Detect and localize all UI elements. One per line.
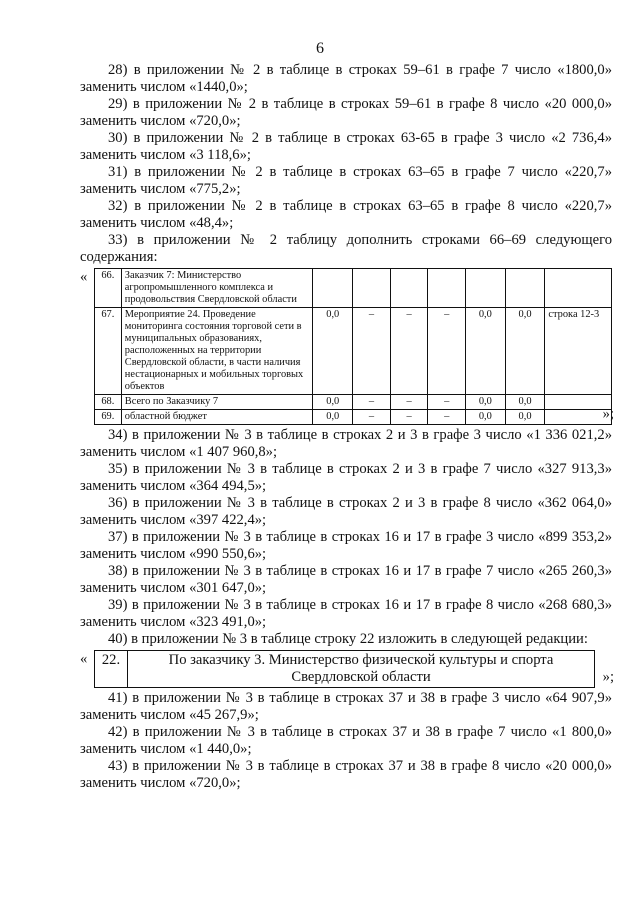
- cell: 0,0: [313, 395, 353, 410]
- paragraph-28: 28) в приложении № 2 в таблице в строках 59–61 в графе 7 число «1800,0» заменить числом «1440,0»;: [80, 62, 612, 95]
- cell: –: [390, 410, 428, 425]
- row-number: 68.: [94, 395, 121, 410]
- cell: 0,0: [313, 410, 353, 425]
- cell: 0,0: [505, 410, 545, 425]
- cell: 0,0: [465, 410, 505, 425]
- cell: [313, 269, 353, 308]
- table-row: [80, 651, 595, 688]
- cell: –: [353, 395, 391, 410]
- cell: –: [390, 308, 428, 395]
- row-number: 22.: [95, 651, 128, 688]
- cell: [545, 410, 612, 425]
- paragraph-31: 31) в приложении № 2 в таблице в строках 63–65 в графе 7 число «220,7» заменить числом «775,2»;: [80, 164, 612, 197]
- table-row: [80, 410, 612, 425]
- paragraph-41: 41) в приложении № 3 в таблице в строках 37 и 38 в графе 3 число «64 907,9» заменить числом «45 267,9»;: [80, 690, 612, 723]
- cell: 0,0: [505, 395, 545, 410]
- cell: –: [353, 410, 391, 425]
- row-description: Всего по Заказчику 7: [121, 395, 313, 410]
- cell: [505, 269, 545, 308]
- table-row: [80, 269, 612, 308]
- cell: [428, 269, 466, 308]
- table-row: [80, 395, 612, 410]
- paragraph-40: 40) в приложении № 3 в таблице строку 22 изложить в следующей редакции:: [108, 631, 588, 647]
- cell: –: [428, 410, 466, 425]
- row-number: 69.: [94, 410, 121, 425]
- paragraph-29: 29) в приложении № 2 в таблице в строках 59–61 в графе 8 число «20 000,0» заменить числом «720,0»;: [80, 96, 612, 129]
- page-number: 6: [316, 40, 324, 57]
- table-addition-rows: [80, 268, 612, 425]
- document-body: [80, 62, 612, 792]
- paragraph-38: 38) в приложении № 3 в таблице в строках 16 и 17 в графе 7 число «265 260,3» заменить числом «301 647,0»;: [80, 563, 612, 596]
- cell: 0,0: [465, 308, 505, 395]
- row-description: Заказчик 7: Министерство агропромышленного комплекса и продовольствия Свердловской области: [121, 269, 313, 308]
- paragraph-36: 36) в приложении № 3 в таблице в строках 2 и 3 в графе 8 число «362 064,0» заменить числом «397 422,4»;: [80, 495, 612, 528]
- cell: [465, 269, 505, 308]
- table-row: [80, 308, 612, 395]
- table-row-22: [80, 650, 612, 688]
- cell: строка 12-3: [545, 308, 612, 395]
- row-number: 67.: [94, 308, 121, 395]
- cell: [353, 269, 391, 308]
- cell: [390, 269, 428, 308]
- paragraph-34: 34) в приложении № 3 в таблице в строках 2 и 3 в графе 3 число «1 336 021,2» заменить числом «1 407 960,8»;: [80, 427, 612, 460]
- cell: –: [353, 308, 391, 395]
- cell: –: [428, 395, 466, 410]
- paragraph-32: 32) в приложении № 2 в таблице в строках 63–65 в графе 8 число «220,7» заменить числом «48,4»;: [80, 198, 612, 231]
- cell: 0,0: [465, 395, 505, 410]
- paragraph-42: 42) в приложении № 3 в таблице в строках 37 и 38 в графе 7 число «1 800,0» заменить числом «1 440,0»;: [80, 724, 612, 757]
- paragraph-37: 37) в приложении № 3 в таблице в строках 16 и 17 в графе 3 число «899 353,2» заменить числом «990 550,6»;: [80, 529, 612, 562]
- paragraph-33: 33) в приложении № 2 таблицу дополнить строками 66–69 следующего содержания:: [80, 232, 612, 265]
- cell: [545, 395, 612, 410]
- row-number: 66.: [94, 269, 121, 308]
- paragraph-30: 30) в приложении № 2 в таблице в строках 63-65 в графе 3 число «2 736,4» заменить числом «3 118,6»;: [80, 130, 612, 163]
- paragraph-35: 35) в приложении № 3 в таблице в строках 2 и 3 в графе 7 число «327 913,3» заменить числом «364 494,5»;: [80, 461, 612, 494]
- cell: 0,0: [505, 308, 545, 395]
- open-quote: «: [80, 650, 88, 667]
- cell: 0,0: [313, 308, 353, 395]
- close-quote: »;: [602, 406, 614, 422]
- row-title: По заказчику 3. Министерство физической культуры и спорта Свердловской области: [128, 651, 595, 688]
- cell: –: [428, 308, 466, 395]
- row-description: Мероприятие 24. Проведение мониторинга состояния торговой сети в муниципальных образованиях, расположенных на территории Свердловской области, в части наличия нестационарных и мобильных торговых объектов: [121, 308, 313, 395]
- cell: [545, 269, 612, 308]
- cell: –: [390, 395, 428, 410]
- paragraph-43: 43) в приложении № 3 в таблице в строках 37 и 38 в графе 8 число «20 000,0» заменить числом «720,0»;: [80, 758, 612, 791]
- paragraph-39: 39) в приложении № 3 в таблице в строках 16 и 17 в графе 8 число «268 680,3» заменить числом «323 491,0»;: [80, 597, 612, 630]
- row-description: областной бюджет: [121, 410, 313, 425]
- close-quote: »;: [602, 669, 614, 685]
- open-quote: «: [80, 268, 88, 285]
